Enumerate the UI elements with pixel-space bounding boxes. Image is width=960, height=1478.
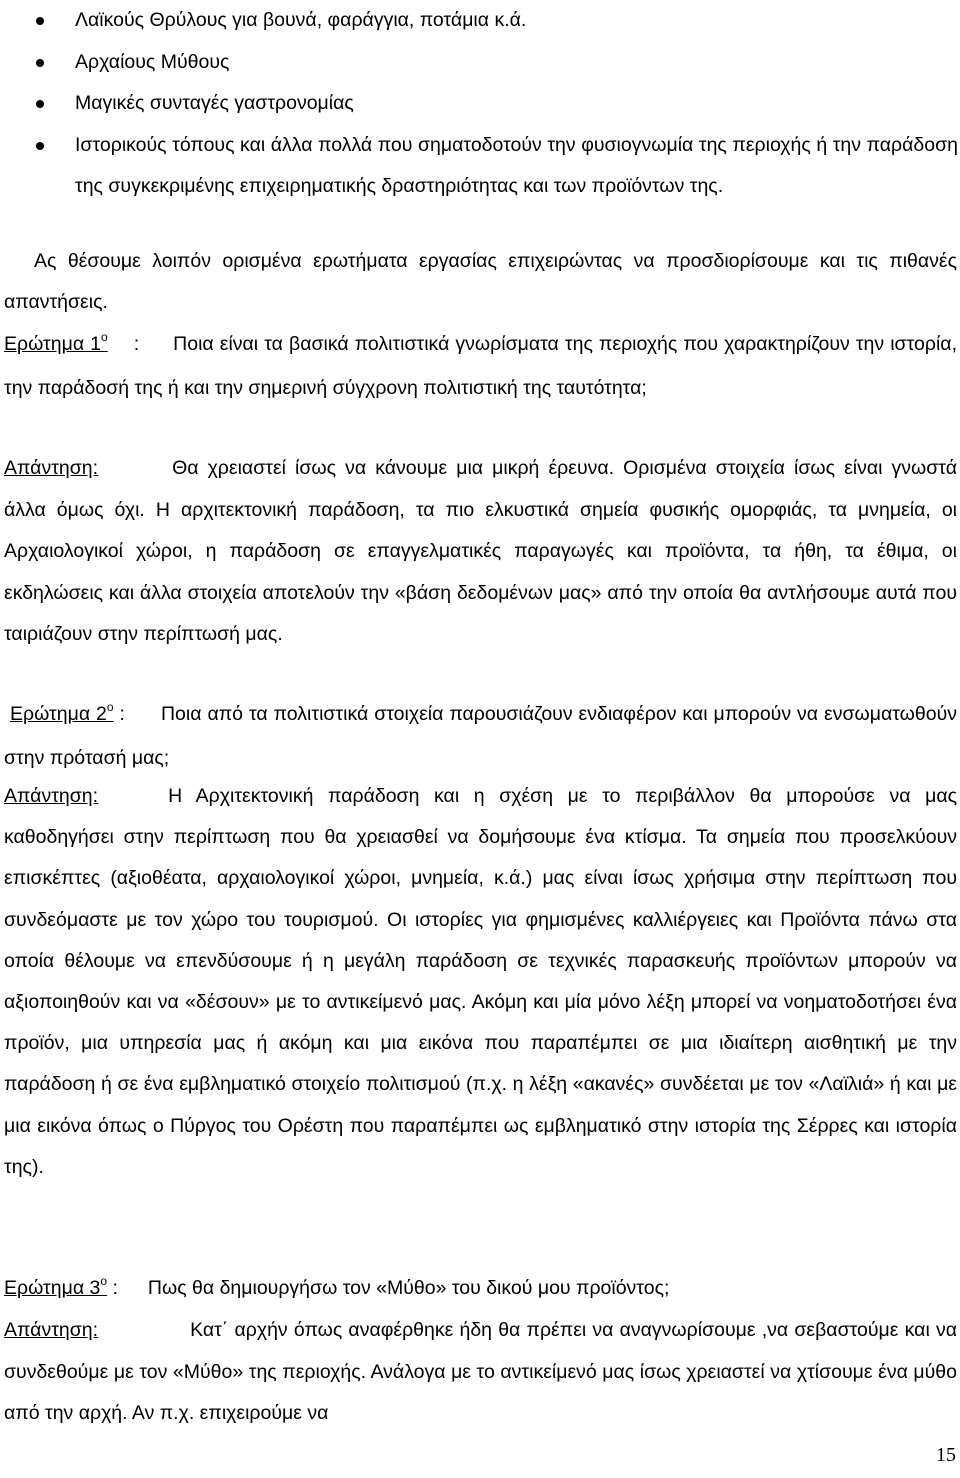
- question-label: Ερώτημα $3^o$: [4, 1274, 108, 1299]
- intro-text: Ας θέσουμε λοιπόν ορισμένα ερωτήματα εργασίας επιχειρώντας να προσδιορίσουμε και τις πιθανές απαντήσεις.: [4, 250, 957, 313]
- question-text: Ποια είναι τα βασικά πολιτιστικά γνωρίσματα της περιοχής που χαρακτηρίζουν την ιστορία, την παράδοσή της ή και την σημερινή σύγχρονη πολιτιστική της ταυτότητα;: [4, 333, 957, 399]
- question-colon: :: [112, 1277, 118, 1299]
- answer-3: [4, 1310, 957, 1435]
- bullet-list: [0, 0, 958, 208]
- question-label: Ερώτημα $2^o$: [10, 700, 114, 725]
- list-item: [0, 125, 958, 208]
- list-item: [0, 42, 958, 84]
- answer-2: [4, 776, 957, 1188]
- bullet-text: Ιστορικούς τόπους και άλλα πολλά που σηματοδοτούν την φυσιογνωμία της περιοχής ή την παράδοση της συγκεκριμένης επιχειρηματικής δραστηριότητας και των προϊόντων της.: [75, 133, 958, 197]
- question-2: [4, 694, 957, 779]
- answer-label: Απάντηση:: [4, 1319, 99, 1341]
- bullet-icon: [36, 142, 44, 150]
- question-1: [4, 324, 957, 409]
- question-colon: :: [119, 703, 125, 725]
- bullet-icon: [36, 59, 44, 67]
- answer-text: Η Αρχιτεκτονική παράδοση και η σχέση με το περιβάλλον θα μπορούσε να μας καθοδηγήσει στην περίπτωση που θα χρειασθεί να δομήσουμε ένα κτίσμα. Τα σημεία που προσελκύουν επισκέπτες (αξιοθέατα, αρχαιολογικοί χώροι, μνημεία, κ.ά.) μας είναι ίσως χρήσιμα στην περίπτωση που συνδεόμαστε με τον χώρο του τουρισμού. Οι ιστορίες για φημισμένες καλλιέργειες και Προϊόντα πάνω στα οποία θέλουμε να επενδύσουμε ή η μεγάλη παράδοση σε τεχνικές παρασκευής προϊόντων μπορούν να αξιοποιηθούν και να «δέσουν» με το αντικείμενό μας. Ακόμη και μία μόνο λέξη μπορεί να νοηματοδοτήσει ένα προϊόν, μια υπηρεσία μας ή ακόμη και μια εικόνα που παραπέμπει σε μια ιδιαίτερη αισθητική με την παράδοση ή σε ένα εμβληματικό στοιχείο πολιτισμού (π.χ. η λέξη «ακανές» συνδέεται με τον «Λαϊλιά» ή και με μια εικόνα όπως ο Πύργος του Ορέστη που παραπέμπει ως εμβληματικό στην ιστορία της Σέρρες και ιστορία της).: [4, 785, 957, 1178]
- list-item: [0, 0, 958, 42]
- page-number: 15: [936, 1444, 956, 1466]
- bullet-text: Λαϊκούς Θρύλους για βουνά, φαράγγια, ποτάμια κ.ά.: [75, 9, 527, 31]
- answer-text: Θα χρειαστεί ίσως να κάνουμε μια μικρή έρευνα. Ορισμένα στοιχεία ίσως είναι γνωστά άλλα όμως όχι. Η αρχιτεκτονική παράδοση, τα πιο ελκυστικά σημεία φυσικής ομορφιάς, τα μνημεία, οι Αρχαιολογικοί χώροι, η παράδοση σε επαγγελματικές παραγωγές και προϊόντα, τα ήθη, τα έθιμα, οι εκδηλώσεις και άλλα στοιχεία αποτελούν την «βάση δεδομένων μας» από την οποία θα αντλήσουμε αυτά που ταιριάζουν στην περίπτωσή μας.: [4, 457, 957, 645]
- bullet-icon: [36, 17, 44, 25]
- bullet-text: Μαγικές συνταγές γαστρονομίας: [75, 92, 354, 114]
- question-label: Ερώτημα $1^o$: [4, 330, 108, 355]
- question-3: [4, 1268, 957, 1312]
- answer-1: [4, 448, 957, 656]
- answer-label: Απάντηση:: [4, 457, 99, 479]
- answer-text: Κατ΄ αρχήν όπως αναφέρθηκε ήδη θα πρέπει να αναγνωρίσουμε ,να σεβαστούμε και να συνδεθούμε με τον «Μύθο» της περιοχής. Ανάλογα με το αντικείμενό μας ίσως χρειαστεί να χτίσουμε ένα μύθο από την αρχή. Αν π.χ. επιχειρούμε να: [4, 1319, 957, 1424]
- list-item: [0, 83, 958, 125]
- answer-label: Απάντηση:: [4, 785, 99, 807]
- question-text: Ποια από τα πολιτιστικά στοιχεία παρουσιάζουν ενδιαφέρον και μπορούν να ενσωματωθούν στην πρότασή μας;: [4, 703, 957, 769]
- question-colon: :: [133, 333, 140, 355]
- question-text: Πως θα δημιουργήσω τον «Μύθο» του δικού μου προϊόντος;: [147, 1277, 670, 1299]
- bullet-icon: [36, 100, 44, 108]
- bullet-text: Αρχαίους Μύθους: [75, 50, 230, 73]
- intro-paragraph: [4, 241, 957, 323]
